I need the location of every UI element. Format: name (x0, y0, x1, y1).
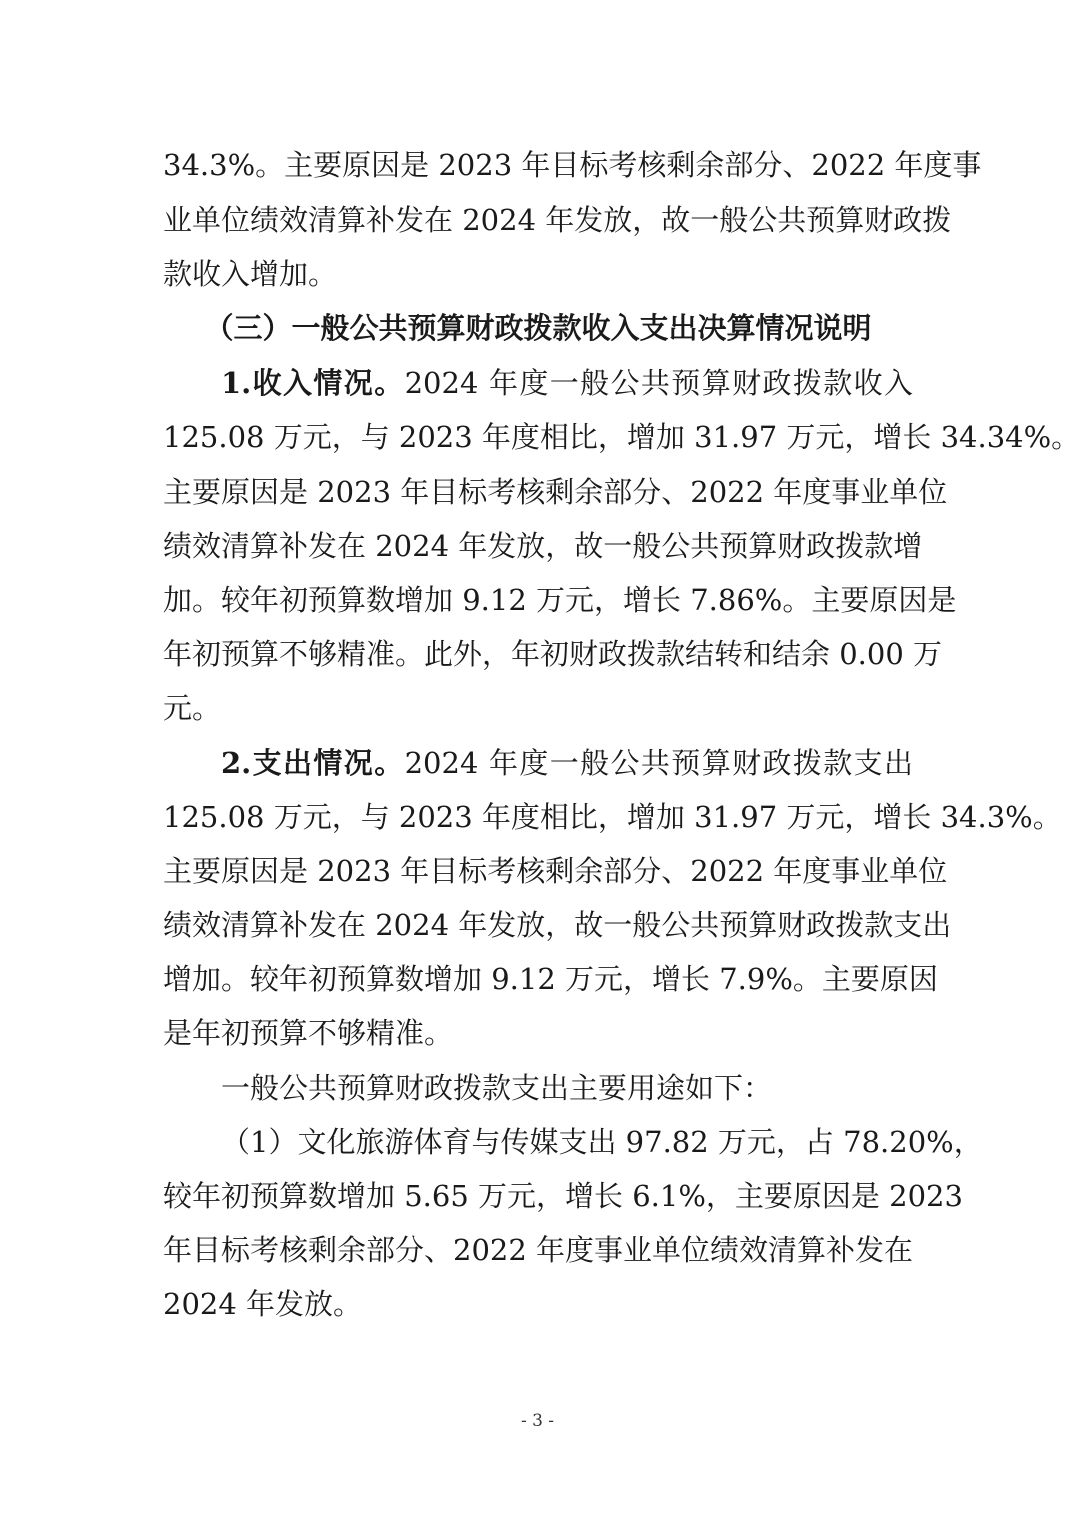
paragraph-line: 主要原因是 2023 年目标考核剩余部分、2022 年度事业单位 (163, 475, 948, 509)
page-number: - 3 - (520, 1411, 555, 1431)
paragraph-line: 34.3%。主要原因是 2023 年目标考核剩余部分、2022 年度事 (163, 148, 982, 182)
paragraph-line: 一般公共预算财政拨款支出主要用途如下： (221, 1071, 773, 1105)
paragraph-line: 加。较年初预算数增加 9.12 万元，增长 7.86%。主要原因是 (163, 583, 957, 617)
section-heading: （三）一般公共预算财政拨款收入支出决算情况说明 (204, 311, 872, 345)
paragraph-line: 125.08 万元，与 2023 年度相比，增加 31.97 万元，增长 34.34%。 (163, 420, 1080, 454)
paragraph-line: 125.08 万元，与 2023 年度相比，增加 31.97 万元，增长 34.3%。 (163, 800, 1062, 834)
paragraph-line: 业单位绩效清算补发在 2024 年发放，故一般公共预算财政拨 (163, 203, 952, 237)
expense-first-text: 2024 年度一般公共预算财政拨款支出 (404, 746, 913, 780)
paragraph-line: 款收入增加。 (163, 257, 338, 291)
paragraph-line: 年初预算不够精准。此外，年初财政拨款结转和结余 0.00 万 (163, 637, 943, 671)
paragraph-first-line (221, 363, 913, 403)
paragraph-line: 主要原因是 2023 年目标考核剩余部分、2022 年度事业单位 (163, 854, 948, 888)
paragraph-line: 绩效清算补发在 2024 年发放，故一般公共预算财政拨款增 (163, 529, 923, 563)
paragraph-line: 绩效清算补发在 2024 年发放，故一般公共预算财政拨款支出 (163, 908, 952, 942)
paragraph-line: 增加。较年初预算数增加 9.12 万元，增长 7.9%。主要原因 (163, 962, 938, 996)
paragraph-line: 2024 年发放。 (163, 1287, 363, 1321)
paragraph-line: 较年初预算数增加 5.65 万元，增长 6.1%，主要原因是 2023 (163, 1179, 963, 1213)
paragraph-first-line (221, 743, 913, 783)
paragraph-line: 元。 (163, 691, 222, 725)
paragraph-line: 年目标考核剩余部分、2022 年度事业单位绩效清算补发在 (163, 1233, 914, 1267)
income-lead: 1.收入情况。 (221, 366, 405, 400)
paragraph-line: 是年初预算不够精准。 (163, 1016, 454, 1050)
paragraph-first-line: （1）文化旅游体育与传媒支出 97.82 万元，占 78.20%， (221, 1125, 983, 1159)
expense-lead: 2.支出情况。 (221, 746, 405, 780)
income-first-text: 2024 年度一般公共预算财政拨款收入 (404, 366, 913, 400)
